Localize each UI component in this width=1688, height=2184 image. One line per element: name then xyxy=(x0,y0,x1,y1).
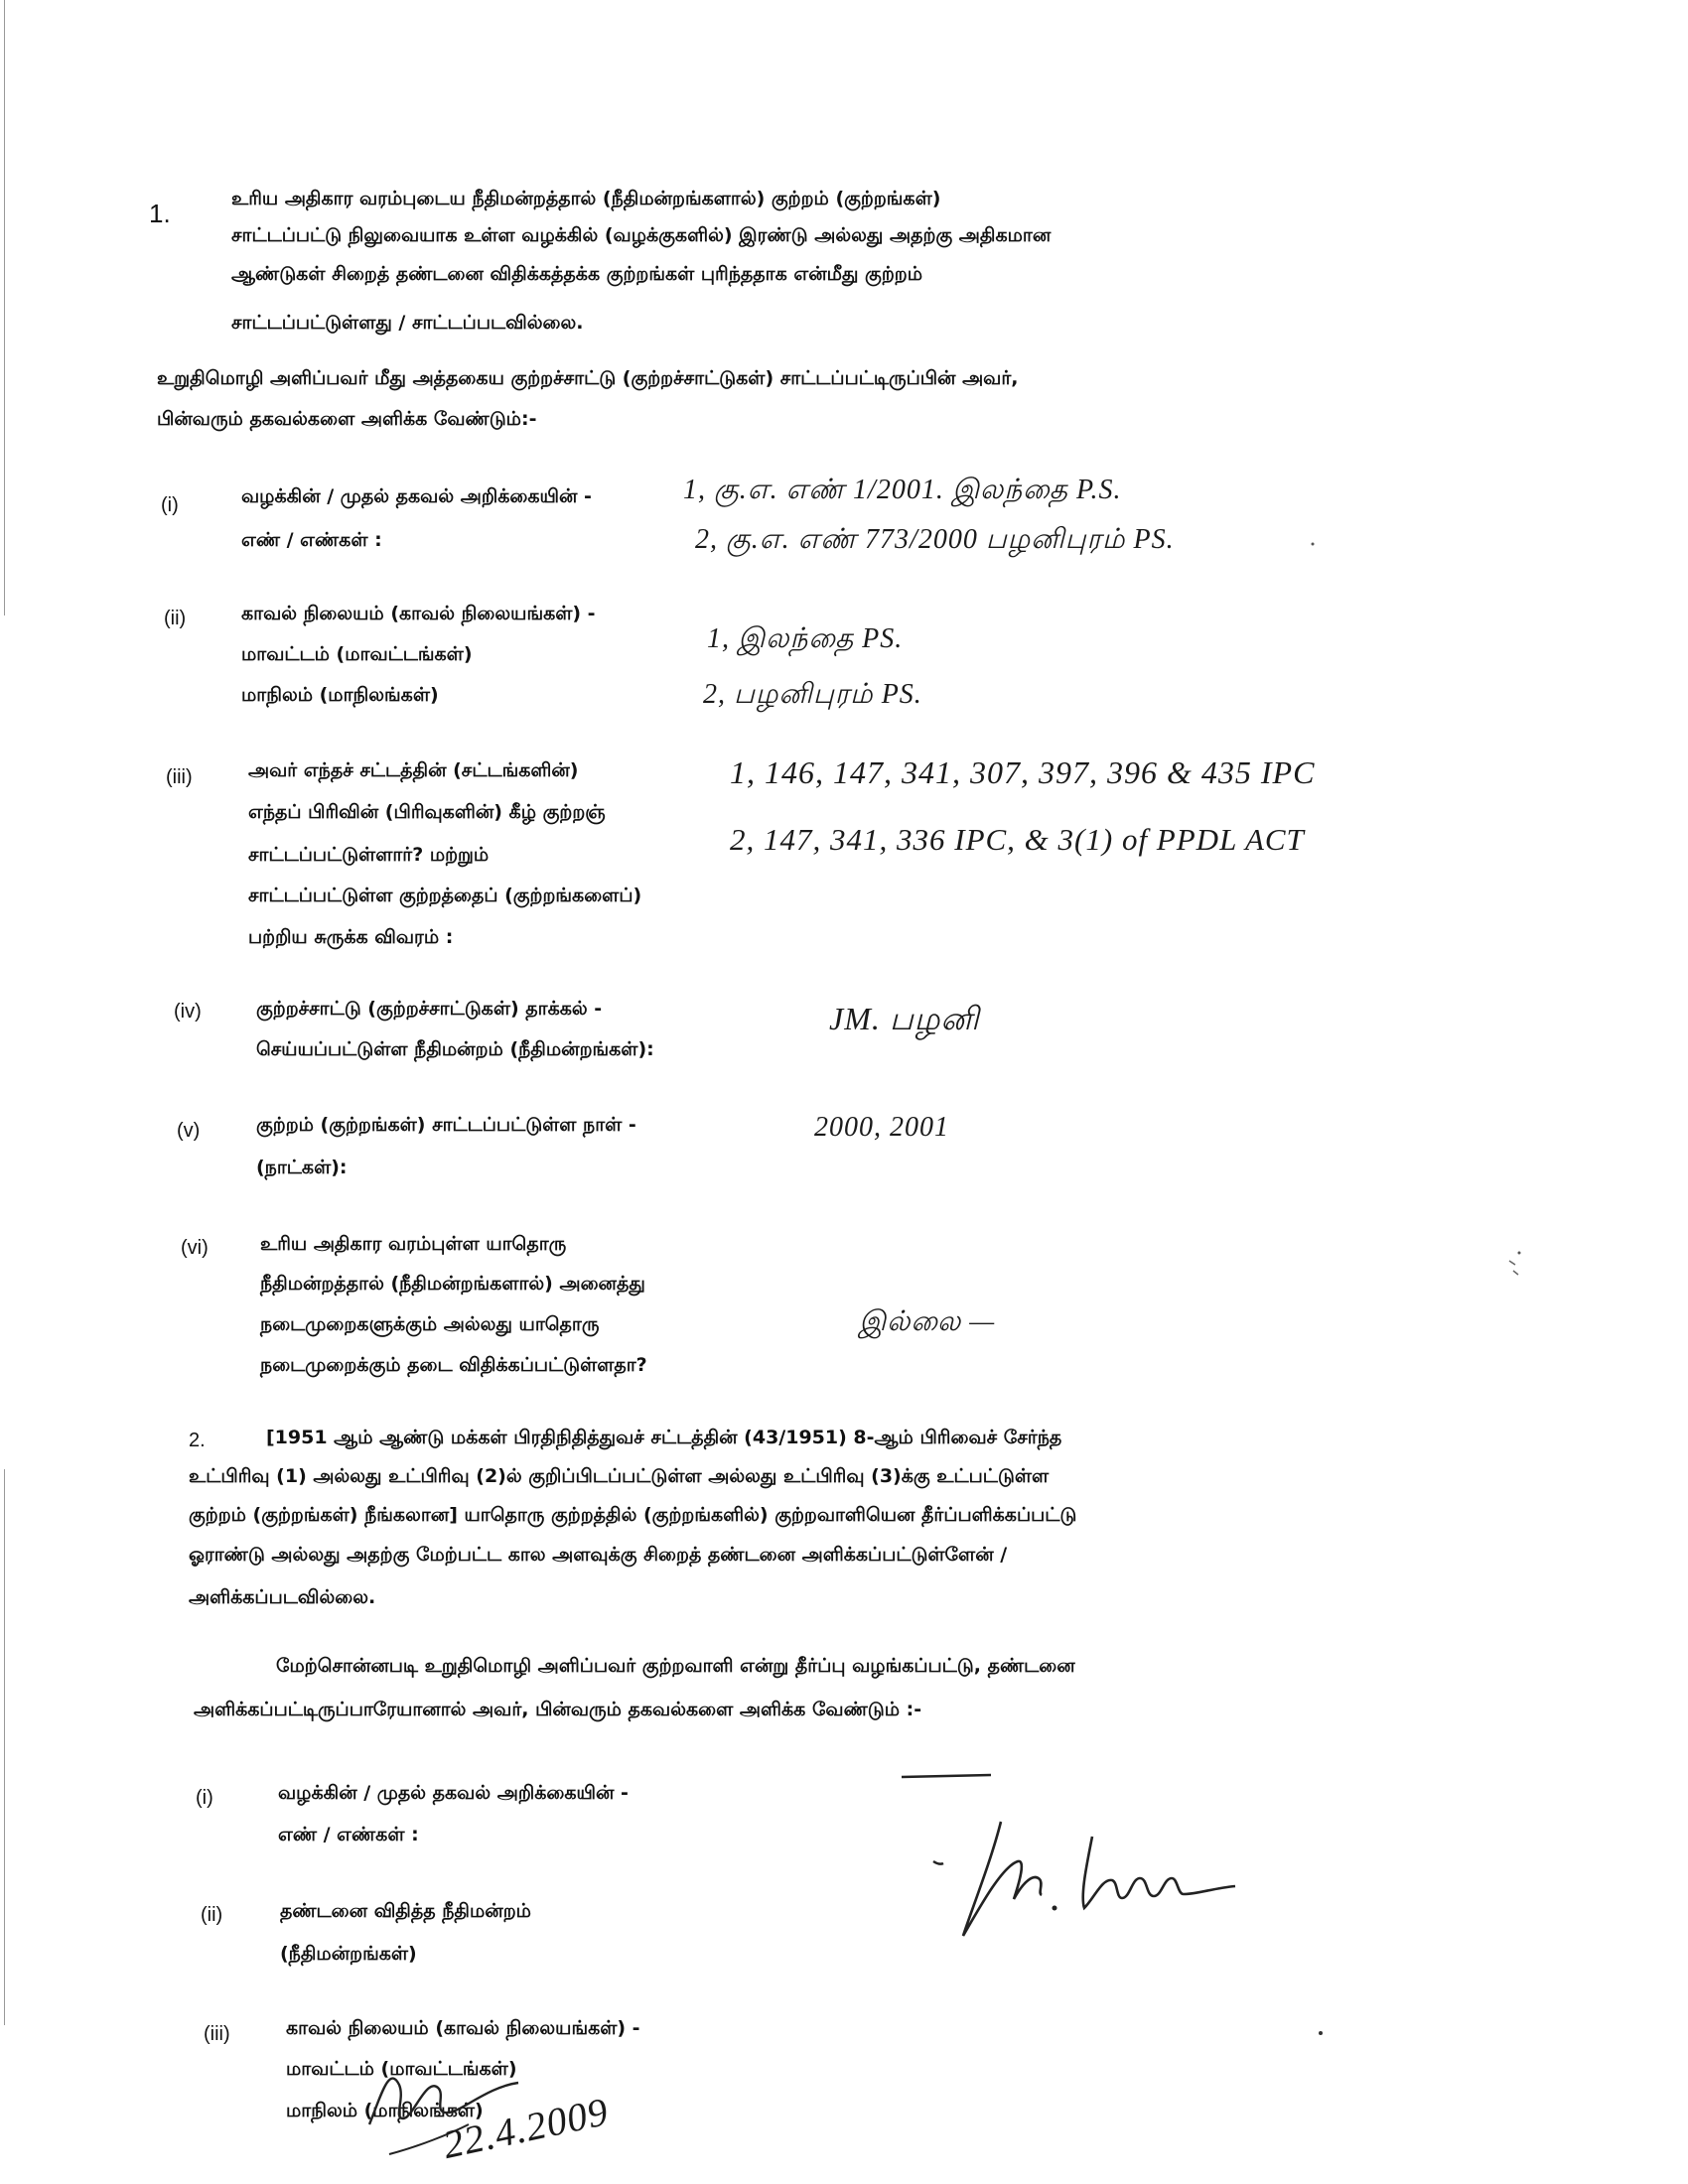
item-label: நடைமுறைக்கும் தடை விதிக்கப்பட்டுள்ளதா? xyxy=(260,1354,647,1376)
section2-line: அளிக்கப்படவில்லை. xyxy=(189,1586,376,1608)
item-number: (iii) xyxy=(204,2023,230,2045)
section2-line: ஓராண்டு அல்லது அதற்கு மேற்பட்ட கால அளவுக்கு சிறைத் தண்டனை அளிக்கப்பட்டுள்ளேன் / xyxy=(189,1544,1008,1566)
scan-edge xyxy=(4,0,5,615)
item-label: அவர் எந்தச் சட்டத்தின் (சட்டங்களின்) xyxy=(248,759,579,781)
item-label: உரிய அதிகார வரம்புள்ள யாதொரு xyxy=(260,1233,567,1255)
item-label: மாநிலம் (மாநிலங்கள்) xyxy=(241,684,439,706)
item-label: காவல் நிலையம் (காவல் நிலையங்கள்) - xyxy=(286,2017,640,2039)
item-label: (நாட்கள்): xyxy=(256,1157,348,1178)
date-scrawl: 22.4.2009 xyxy=(439,2088,613,2168)
section1-line: உரிய அதிகார வரம்புடைய நீதிமன்றத்தால் (நீதிமன்றங்களால்) குற்றம் (குற்றங்கள்) xyxy=(231,188,941,209)
handwritten-answer: 2, பழனிபுரம் PS. xyxy=(703,679,922,710)
item-number: (i) xyxy=(161,494,179,516)
item-label: பற்றிய சுருக்க விவரம் : xyxy=(248,926,454,948)
item-label: எந்தப் பிரிவின் (பிரிவுகளின்) கீழ் குற்றஞ் xyxy=(248,801,606,823)
item-label: செய்யப்பட்டுள்ள நீதிமன்றம் (நீதிமன்றங்கள்): xyxy=(256,1038,654,1060)
section1-line: ஆண்டுகள் சிறைத் தண்டனை விதிக்கத்தக்க குற்றங்கள் புரிந்ததாக என்மீது குற்றம் xyxy=(231,263,922,285)
handwritten-answer: 2000, 2001 xyxy=(814,1112,949,1143)
section-number: 1. xyxy=(149,199,171,228)
handwritten-answer: 2, 147, 341, 336 IPC, & 3(1) of PPDL ACT xyxy=(730,822,1305,857)
item-label: தண்டனை விதித்த நீதிமன்றம் xyxy=(280,1900,531,1922)
item-label: குற்றச்சாட்டு (குற்றச்சாட்டுகள்) தாக்கல் - xyxy=(256,998,603,1020)
item-number: (vi) xyxy=(181,1237,209,1259)
handwritten-answer: 1, இலந்தை PS. xyxy=(707,623,904,654)
item-number: (ii) xyxy=(164,608,187,629)
item-number: (iv) xyxy=(174,1001,202,1023)
item-number: (iii) xyxy=(166,766,193,788)
section2-line: குற்றம் (குற்றங்கள்) நீங்கலான] யாதொரு குற்றத்தில் (குற்றங்களில்) குற்றவாளியென தீர்ப்பளிக்கப்பட்டு xyxy=(189,1504,1077,1526)
item-number: (ii) xyxy=(201,1904,223,1926)
intro-line: பின்வரும் தகவல்களை அளிக்க வேண்டும்:- xyxy=(157,408,537,430)
item-label: மாநிலம் (மாநிலங்கள்) xyxy=(286,2100,484,2121)
section-number: 2. xyxy=(189,1430,206,1451)
intro-line: அளிக்கப்பட்டிருப்பாரேயானால் அவர், பின்வரும் தகவல்களை அளிக்க வேண்டும் :- xyxy=(194,1699,922,1720)
item-label: சாட்டப்பட்டுள்ள குற்றத்தைப் (குற்றங்களைப்) xyxy=(248,885,642,906)
intro-line: மேற்சொன்னபடி உறுதிமொழி அளிப்பவர் குற்றவாளி என்று தீர்ப்பு வழங்கப்பட்டு, தண்டனை xyxy=(276,1655,1075,1677)
section1-line: சாட்டப்பட்டு நிலுவையாக உள்ள வழக்கில் (வழக்குகளில்) இரண்டு அல்லது அதற்கு அதிகமான xyxy=(231,224,1052,246)
item-label: நீதிமன்றத்தால் (நீதிமன்றங்களால்) அனைத்து xyxy=(260,1273,645,1295)
scan-edge xyxy=(4,1469,5,2025)
item-label: எண் / எண்கள் : xyxy=(278,1824,419,1845)
item-number: (v) xyxy=(177,1120,201,1142)
item-label: நடைமுறைகளுக்கும் அல்லது யாதொரு xyxy=(260,1313,600,1335)
item-number: (i) xyxy=(196,1787,213,1809)
item-label: மாவட்டம் (மாவட்டங்கள்) xyxy=(286,2058,517,2080)
section2-line: [1951 ஆம் ஆண்டு மக்கள் பிரதிநிதித்துவச் சட்டத்தின் (43/1951) 8-ஆம் பிரிவைச் சேர்ந்த xyxy=(266,1427,1062,1448)
handwritten-answer: இல்லை — xyxy=(859,1306,996,1337)
item-label: வழக்கின் / முதல் தகவல் அறிக்கையின் - xyxy=(241,485,592,507)
item-label: (நீதிமன்றங்கள்) xyxy=(280,1943,417,1965)
item-label: வழக்கின் / முதல் தகவல் அறிக்கையின் - xyxy=(278,1782,629,1804)
section1-line: சாட்டப்பட்டுள்ளது / சாட்டப்படவில்லை. xyxy=(231,312,584,334)
handwritten-answer: 1, 146, 147, 341, 307, 397, 396 & 435 IPC xyxy=(730,754,1316,790)
handwritten-answer: 2, கு.எ. எண் 773/2000 பழனிபுரம் PS. xyxy=(695,524,1175,555)
handwritten-answer: 1, கு.எ. எண் 1/2001. இலந்தை P.S. xyxy=(683,475,1122,505)
handwritten-answer: JM. பழனி xyxy=(829,1001,980,1036)
item-label: குற்றம் (குற்றங்கள்) சாட்டப்பட்டுள்ள நாள் - xyxy=(256,1114,636,1136)
item-label: எண் / எண்கள் : xyxy=(241,529,382,551)
intro-line: உறுதிமொழி அளிப்பவர் மீது அத்தகைய குற்றச்சாட்டு (குற்றச்சாட்டுகள்) சாட்டப்பட்டிருப்பின் அவர், xyxy=(157,367,1019,389)
section2-line: உட்பிரிவு (1) அல்லது உட்பிரிவு (2)ல் குறிப்பிடப்பட்டுள்ள அல்லது உட்பிரிவு (3)க்கு உட்பட்டுள்ள xyxy=(189,1465,1050,1487)
item-label: காவல் நிலையம் (காவல் நிலையங்கள்) - xyxy=(241,603,596,624)
item-label: சாட்டப்பட்டுள்ளார்? மற்றும் xyxy=(248,844,490,866)
item-label: மாவட்டம் (மாவட்டங்கள்) xyxy=(241,643,473,665)
